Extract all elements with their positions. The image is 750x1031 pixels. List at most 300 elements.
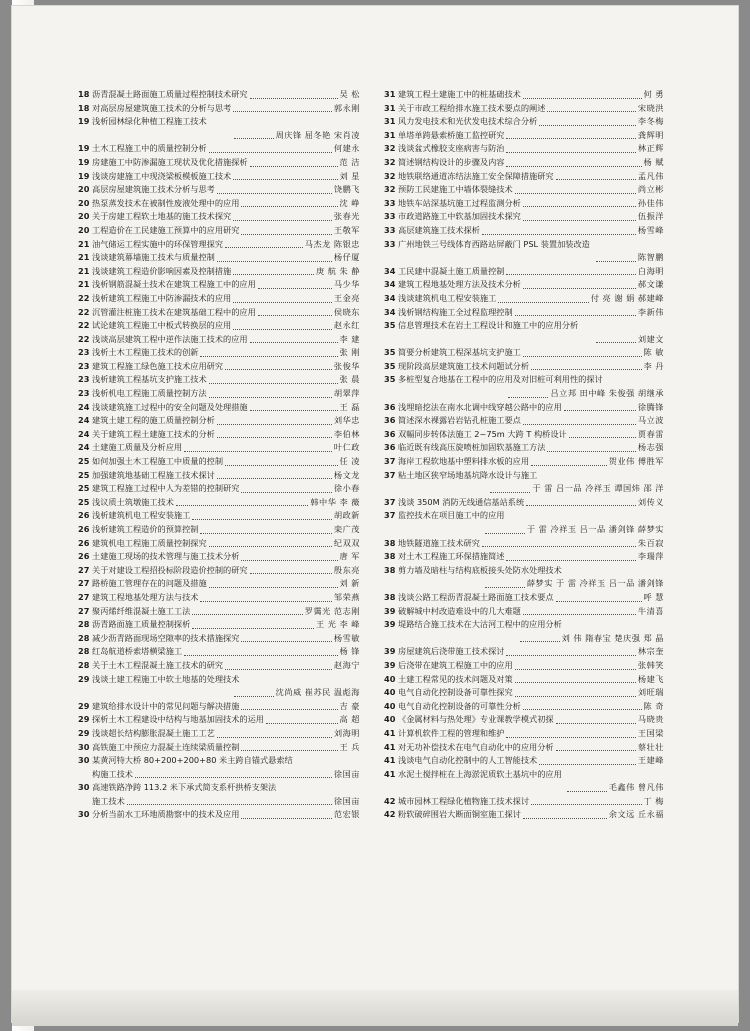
page-number: 27 (78, 591, 90, 602)
article-authors: 杨文龙 (333, 469, 360, 480)
page-number: 25 (78, 469, 90, 480)
article-authors: 何建永 (333, 143, 360, 154)
toc-entry (78, 754, 360, 768)
toc-entry (384, 781, 664, 795)
toc-entry (78, 673, 360, 687)
dot-leader (217, 737, 332, 738)
toc-entry (384, 441, 664, 455)
article-title: 剪力墙及暗柱与结构底板接头处防水处理技术 (398, 564, 562, 575)
article-title: 土木工程施工中的质量控制分析 (92, 143, 207, 154)
article-title: 浅谈高层建筑工程中逆作法施工技术的应用 (92, 333, 248, 344)
article-title: 简述深水裸露岩岩钻孔桩施工要点 (398, 415, 521, 426)
article-title: 关于房建工程软土地基的施工技术探究 (92, 211, 232, 222)
article-authors: 呼 慧 (643, 591, 664, 602)
toc-entry (384, 115, 664, 129)
page-number: 33 (384, 238, 396, 249)
toc-entry (384, 686, 664, 700)
article-authors: 王建峰 (637, 755, 664, 766)
toc-entry (384, 129, 664, 143)
article-authors: 龚辉明 (637, 129, 664, 140)
dot-leader (506, 274, 635, 275)
page-number: 34 (384, 306, 396, 317)
dot-leader (184, 655, 337, 656)
article-title: 建筑工程施工绿色施工技术应用研究 (92, 360, 224, 371)
page-number: 25 (78, 483, 90, 494)
article-title: 关于土木工程混凝土施工技术的研究 (92, 659, 224, 670)
article-title: 海岸工程软地基中塑料排水板的应用 (398, 456, 530, 467)
dot-leader (241, 234, 332, 235)
article-title: 多桩型复合地基在工程中的应用及对旧桩可利用性的探讨 (398, 374, 603, 385)
page-number: 37 (384, 510, 396, 521)
article-authors: 贺业伟 傅胜军 (608, 456, 664, 467)
article-authors: 郭永刚 (333, 102, 360, 113)
toc-entry (384, 224, 664, 238)
page-number: 35 (384, 360, 396, 371)
article-title: 油气储运工程实施中的环保管理探究 (92, 238, 224, 249)
dot-leader (192, 519, 332, 520)
page-number: 23 (78, 374, 90, 385)
article-authors: 伍振洋 (637, 211, 664, 222)
article-authors: 李 建 (339, 333, 360, 344)
article-title: 高层建筑施工技术探析 (398, 224, 480, 235)
article-authors: 王金亮 (333, 292, 360, 303)
dot-leader (217, 193, 332, 194)
article-title: 如何加强土木工程施工中质量的控制 (92, 456, 224, 467)
dot-leader (523, 356, 642, 357)
article-authors: 饶鹏飞 (333, 184, 360, 195)
article-title: 建筑给排水设计中的常见问题与解决措施 (92, 700, 240, 711)
toc-entry (78, 129, 360, 143)
page-number: 30 (78, 741, 90, 752)
toc-entry (384, 808, 664, 822)
toc-entry (78, 686, 360, 700)
page-number: 20 (78, 197, 90, 208)
page-number: 26 (78, 510, 90, 521)
page-number: 21 (78, 265, 90, 276)
page-number: 28 (78, 646, 90, 657)
article-title: 水泥土搅拌桩在上海淤泥质软土基坑中的应用 (398, 768, 562, 779)
article-authors: 薛梦实 于 雷 冷祥玉 吕一品 潘剑锋 (526, 578, 664, 589)
toc-entry (384, 455, 664, 469)
toc-entry (78, 224, 360, 238)
dot-leader (233, 302, 332, 303)
dot-leader (233, 179, 337, 180)
article-title: 粘土地区狭窄场地基坑降水设计与施工 (398, 469, 538, 480)
article-title: 浅析钢筋混凝土技术在建筑工程施工中的应用 (92, 279, 256, 290)
dot-leader (596, 342, 636, 343)
toc-entry (78, 496, 360, 510)
toc-entry (384, 238, 664, 252)
article-authors: 沈尚威 崔苏民 温彪海 (275, 687, 360, 698)
dot-leader (515, 315, 636, 316)
article-title: 浅析建筑工程施工中防渗漏技术的应用 (92, 292, 232, 303)
toc-entry (384, 523, 664, 537)
dot-leader (531, 804, 642, 805)
dot-leader (209, 587, 338, 588)
article-title: 试论建筑工程施工中板式转换层的应用 (92, 320, 232, 331)
page-number: 28 (78, 619, 90, 630)
page-number: 22 (78, 306, 90, 317)
page-number: 41 (384, 755, 396, 766)
dot-leader (506, 152, 635, 153)
article-authors: 付 亮 谢 娟 郝建峰 (590, 292, 664, 303)
dot-leader (523, 220, 636, 221)
article-authors: 殷东亮 (333, 564, 360, 575)
article-title: 建筑工程施工过程中人为差错的控制研究 (92, 483, 240, 494)
article-title: 土建施工质量及分析应用 (92, 442, 183, 453)
page-number: 20 (78, 184, 90, 195)
toc-entry (78, 428, 360, 442)
page-number: 40 (384, 714, 396, 725)
article-title: 浅谈 350M 消防无线通信基站系统 (398, 496, 525, 507)
dot-leader (485, 533, 525, 534)
toc-entry (384, 577, 664, 591)
dot-leader (523, 818, 607, 819)
toc-entry (78, 306, 360, 320)
toc-entry (384, 727, 664, 741)
toc-entry (78, 659, 360, 673)
dot-leader (234, 696, 274, 697)
article-authors: 唐 军 (339, 551, 360, 562)
toc-entry (78, 373, 360, 387)
dot-leader (556, 750, 636, 751)
article-authors: 张春光 (333, 211, 360, 222)
page-number: 35 (384, 320, 396, 331)
page-number: 36 (384, 442, 396, 453)
article-authors: 刘 星 (339, 170, 360, 181)
article-title: 施工技术 (92, 795, 125, 806)
article-authors: 赵海宁 (333, 659, 360, 670)
toc-entry (78, 170, 360, 184)
page-number: 37 (384, 456, 396, 467)
page-number: 18 (78, 102, 90, 113)
article-title: 城市园林工程绿化植物施工技术探讨 (398, 795, 530, 806)
article-authors: 徐小春 (333, 483, 360, 494)
article-title: 后浇带在建筑工程施工中的应用 (398, 659, 513, 670)
article-authors: 林正辉 (637, 143, 664, 154)
toc-entry (78, 605, 360, 619)
toc-entry (78, 238, 360, 252)
dot-leader (233, 220, 332, 221)
article-title: 探析土木工程建设中结构与地基加固技术的运用 (92, 714, 264, 725)
article-authors: 陈 敏 (643, 347, 664, 358)
toc-entry (384, 170, 664, 184)
article-authors: 王 兵 (339, 741, 360, 752)
article-authors: 王敬军 (333, 224, 360, 235)
page-number: 29 (78, 700, 90, 711)
toc-entry (78, 455, 360, 469)
toc-entry (384, 414, 664, 428)
toc-entry (384, 265, 664, 279)
article-title: 浅谈建筑工程造价影响因素及控制措施 (92, 265, 232, 276)
toc-entry (384, 360, 664, 374)
article-authors: 刘 新 (339, 578, 360, 589)
dot-leader (506, 560, 635, 561)
article-title: 浅议质土筑墩施工技术 (92, 496, 174, 507)
dot-leader (523, 98, 642, 99)
article-title: 广州地铁三号线体育西路站屏蔽门 PSL 装置加装改造 (398, 238, 590, 249)
article-title: 关于对建设工程招投标阶段造价控制的研究 (92, 564, 248, 575)
toc-entry (384, 387, 664, 401)
page-number: 35 (384, 347, 396, 358)
article-title: 浅析建筑工程基坑支护施工技术 (92, 374, 207, 385)
toc-entry (384, 768, 664, 782)
dot-leader (127, 804, 332, 805)
article-authors: 杨 锋 (339, 646, 360, 657)
page-number: 25 (78, 456, 90, 467)
dot-leader (233, 111, 332, 112)
page-number: 33 (384, 211, 396, 222)
article-title: 简要分析建筑工程深基坑支护施工 (398, 347, 521, 358)
article-authors: 孙佳伟 (637, 197, 664, 208)
article-title: 监控技术在项目施工中的应用 (398, 510, 505, 521)
article-authors: 马晓贵 (637, 714, 664, 725)
page-number: 42 (384, 795, 396, 806)
page-number: 39 (384, 605, 396, 616)
article-title: 关于市政工程给排水施工技术要点的阐述 (398, 102, 546, 113)
article-authors: 刘 伟 隋春宝 楚庆强 郑 晶 (561, 632, 664, 643)
article-authors: 李冬梅 (637, 116, 664, 127)
article-authors: 李瑞萍 (637, 551, 664, 562)
dot-leader (217, 478, 332, 479)
article-authors: 陈智鹏 (637, 252, 664, 263)
article-title: 浅谈建筑机电工程安装施工 (398, 292, 497, 303)
article-authors: 杨雪峰 (637, 224, 664, 235)
article-title: 浅析建筑机电工程安装施工 (92, 510, 191, 521)
dot-leader (564, 410, 636, 411)
dot-leader (490, 492, 530, 493)
toc-entry (78, 741, 360, 755)
dot-leader (241, 641, 332, 642)
toc-entry (78, 360, 360, 374)
page-number: 25 (78, 496, 90, 507)
dot-leader (209, 546, 332, 547)
article-authors: 刘传义 (637, 496, 664, 507)
dot-leader (135, 777, 332, 778)
toc-entry (78, 768, 360, 782)
article-authors: 于 雷 吕一品 冷祥玉 谭国炜 邵 洋 (532, 483, 664, 494)
dot-leader (547, 451, 636, 452)
article-title: 浅谈电气自动化控制中的人工智能技术 (398, 755, 538, 766)
article-title: 对土木工程施工环保措施简述 (398, 551, 505, 562)
article-authors: 徐腾锋 (637, 401, 664, 412)
toc-entry (384, 292, 664, 306)
page-number: 36 (384, 401, 396, 412)
dot-leader (250, 573, 332, 574)
article-title: 房屋建筑后浇带施工技术探讨 (398, 646, 505, 657)
toc-entry (384, 183, 664, 197)
page-number: 24 (78, 428, 90, 439)
dot-leader (217, 437, 332, 438)
dot-leader (482, 546, 636, 547)
article-title: 路桥施工管理存在的问题及措施 (92, 578, 207, 589)
article-title: 浅析建筑工程造价的预算控制 (92, 524, 199, 534)
article-authors: 吴 松 (339, 89, 360, 99)
toc-entry (384, 346, 664, 360)
article-title: 浅谈房建施工中现浇梁板模板施工技术 (92, 170, 232, 181)
dot-leader (200, 601, 331, 602)
toc-entry (384, 469, 664, 483)
article-title: 简述钢结构设计的步骤及内容 (398, 156, 505, 167)
page-number: 32 (384, 170, 396, 181)
article-authors: 王国梁 (637, 727, 664, 738)
toc-entry (78, 523, 360, 537)
page-number: 30 (78, 782, 90, 793)
article-title: 建筑土建工程的施工质量控制分析 (92, 415, 215, 426)
toc-entry (78, 808, 360, 822)
article-authors: 张俊华 (333, 360, 360, 371)
article-title: 单塔单跨悬索桥施工监控研究 (398, 129, 505, 140)
page-number: 27 (78, 564, 90, 575)
toc-entry (384, 482, 664, 496)
dot-leader (250, 98, 338, 99)
article-title: 建筑工程地基处理方法及技术分析 (398, 279, 521, 290)
article-authors: 马立波 (637, 415, 664, 426)
page-number: 22 (78, 333, 90, 344)
toc-entry (78, 387, 360, 401)
dot-leader (506, 138, 635, 139)
toc-entry (384, 251, 664, 265)
page-number: 19 (78, 143, 90, 154)
dot-leader (531, 465, 607, 466)
page-number: 21 (78, 252, 90, 263)
article-authors: 王 光 李 峰 (315, 619, 360, 630)
dot-leader (515, 669, 636, 670)
dot-leader (225, 369, 332, 370)
article-title: 双幅同步转体法施工 2~75m 大跨 T 构桥设计 (398, 428, 567, 439)
page-number: 28 (78, 632, 90, 643)
article-authors: 吉 豪 (339, 700, 360, 711)
page-number: 38 (384, 591, 396, 602)
article-title: 高铁施工中预应力混凝土连续梁质量控制 (92, 741, 240, 752)
article-authors: 李新伟 (637, 306, 664, 317)
dot-leader (217, 424, 332, 425)
toc-entry (78, 102, 360, 116)
dot-leader (241, 709, 337, 710)
page-number: 19 (78, 170, 90, 181)
dot-leader (225, 465, 338, 466)
toc-entry (384, 700, 664, 714)
article-title: 浅析机电工程施工质量控制方法 (92, 388, 207, 399)
page-number: 30 (78, 755, 90, 766)
article-authors: 杨建飞 (637, 673, 664, 684)
article-title: 浅谈超长结构膨胀混凝土施工工艺 (92, 727, 215, 738)
toc-entry (78, 319, 360, 333)
toc-entry (78, 197, 360, 211)
article-authors: 沈 峥 (339, 197, 360, 208)
article-title: 预防工民建施工中墙体裂缝技术 (398, 184, 513, 195)
dot-leader (523, 709, 642, 710)
toc-entry (384, 509, 664, 523)
dot-leader (225, 247, 303, 248)
article-authors: 赵永红 (333, 320, 360, 331)
toc-entry (78, 292, 360, 306)
page-number: 26 (78, 537, 90, 548)
dot-leader (233, 274, 314, 275)
page-number: 32 (384, 156, 396, 167)
page-number: 21 (78, 238, 90, 249)
article-title: 临近既有线高压旋喷桩加固软基施工方法 (398, 442, 546, 453)
toc-entry (384, 673, 664, 687)
page-number: 34 (384, 279, 396, 290)
article-title: 建筑工程土建施工中的桩基础技术 (398, 89, 521, 99)
article-title: 热泵蒸发技术在被制性废液处理中的应用 (92, 197, 240, 208)
page-number: 42 (384, 809, 396, 820)
dot-leader (184, 451, 332, 452)
article-authors: 白海明 (637, 265, 664, 276)
page-number: 19 (78, 156, 90, 167)
article-authors: 尚立彬 (637, 184, 664, 195)
page-number: 38 (384, 537, 396, 548)
page-number: 18 (78, 89, 90, 99)
toc-entry (384, 156, 664, 170)
dot-leader (515, 682, 636, 683)
article-authors: 栾广茂 (333, 524, 360, 534)
article-authors: 刘旺瑞 (637, 687, 664, 698)
article-authors: 林宗奎 (637, 646, 664, 657)
toc-entry (78, 618, 360, 632)
article-authors: 蔡壮壮 (637, 741, 664, 752)
article-authors: 叶仁政 (333, 442, 360, 453)
article-authors: 高 超 (339, 714, 360, 725)
dot-leader (531, 369, 642, 370)
article-authors: 纪双双 (333, 537, 360, 548)
toc-entry (78, 564, 360, 578)
toc-entry (78, 210, 360, 224)
article-title: 浅析土木工程施工技术的创新 (92, 347, 199, 358)
page-number: 26 (78, 551, 90, 562)
article-authors: 牛清喜 (637, 605, 664, 616)
dot-leader (506, 166, 641, 167)
article-authors: 张 刚 (339, 347, 360, 358)
article-authors: 宋晓洪 (637, 102, 664, 113)
page-bottom-edge (12, 990, 738, 1026)
page-number: 33 (384, 224, 396, 235)
article-title: 对高层房屋建筑施工技术的分析与思考 (92, 102, 232, 113)
dot-leader (225, 669, 332, 670)
toc-entry (78, 632, 360, 646)
dot-leader (266, 723, 338, 724)
toc-entry (78, 414, 360, 428)
toc-entry (78, 700, 360, 714)
toc-entry (384, 795, 664, 809)
dot-leader (241, 750, 337, 751)
toc-entry (78, 713, 360, 727)
dot-leader (200, 533, 331, 534)
dot-leader (526, 505, 636, 506)
toc-entry (384, 373, 664, 387)
dot-leader (209, 152, 332, 153)
article-title: 信息管理技术在岩土工程设计和施工中的应用分析 (398, 320, 579, 331)
article-authors: 胡政新 (333, 510, 360, 521)
page-number: 27 (78, 605, 90, 616)
dot-leader (217, 261, 332, 262)
toc-entry (384, 741, 664, 755)
page-number: 29 (78, 714, 90, 725)
article-title: 浅埋暗挖法在南水北调中线穿越公路中的应用 (398, 401, 562, 412)
toc-entry (78, 156, 360, 170)
page-number: 39 (384, 619, 396, 630)
toc-entry (384, 88, 664, 102)
page-number: 20 (78, 211, 90, 222)
dot-leader (250, 342, 338, 343)
page-number: 40 (384, 673, 396, 684)
page-number: 21 (78, 279, 90, 290)
toc-entry (384, 550, 664, 564)
dot-leader (200, 356, 337, 357)
article-title: 破解城中村改造难设中的几大难题 (398, 605, 521, 616)
article-title: 沉管灌注桩施工技术在建筑基础工程中的应用 (92, 306, 256, 317)
